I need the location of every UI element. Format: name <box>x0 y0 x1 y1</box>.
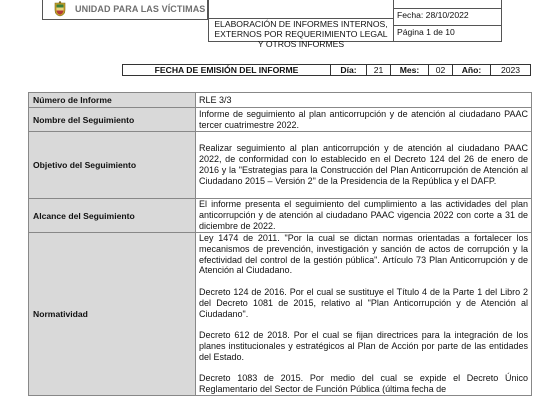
day-label: Día: <box>331 65 367 75</box>
emission-date-bar <box>122 64 531 76</box>
table-row-nombre <box>29 108 532 132</box>
year-value: 2023 <box>500 65 521 75</box>
norm-item-decreto-612: Decreto 612 de 2018. Por el cual se fijan directrices para la integración de los planes institucionales y estratégicos al Plan de Acción por parte de las entidades del Estado. <box>199 330 528 362</box>
year-label: Año: <box>453 65 491 75</box>
document-header <box>0 0 560 49</box>
table-row-normatividad <box>29 233 532 396</box>
table-row-objetivo <box>29 132 532 199</box>
nombre-label: Nombre del Seguimiento <box>29 108 196 132</box>
normatividad-label: Normatividad <box>29 233 196 396</box>
table-row-numero <box>29 93 532 108</box>
objetivo-value: Realizar seguimiento al plan anticorrupción y de atención al ciudadano PAAC 2022, de conformidad con lo establecido en el Decreto 124 del 26 de enero de 2016 y la "Estrategias para la Construcción del Plan Anticorrupción de Atención al Ciudadano 2015 – Versión 2" de la Presidencia de la República y el DAFP. <box>196 132 532 199</box>
emission-label: FECHA DE EMISIÓN DEL INFORME <box>123 65 331 75</box>
month-label: Mes: <box>391 65 429 75</box>
document-date: Fecha: 28/10/2022 <box>397 10 469 20</box>
numero-value: RLE 3/3 <box>196 93 532 108</box>
norm-item-decreto-1083: Decreto 1083 de 2015. Por medio del cual se expide el Decreto Único Reglamentario del Sector de Función Pública (última fecha de <box>199 373 528 395</box>
document-title-cell <box>208 0 394 49</box>
table-row-alcance <box>29 199 532 233</box>
month-value: 02 <box>429 65 453 75</box>
normatividad-value <box>196 233 532 396</box>
unit-name: UNIDAD PARA LAS VÍCTIMAS <box>75 3 206 14</box>
nombre-value: Informe de seguimiento al plan anticorrupción y de atención al ciudadano PAAC tercer cuatrimestre 2022. <box>196 108 532 132</box>
objetivo-label: Objetivo del Seguimiento <box>29 132 196 199</box>
logo-cell <box>42 0 208 20</box>
document-meta-cell <box>394 0 502 42</box>
document-title: ELABORACIÓN DE INFORMES INTERNOS, EXTERNOS POR REQUERIMIENTO LEGAL Y OTROS INFORMES <box>214 19 388 49</box>
day-value: 21 <box>367 65 391 75</box>
page-number: Página 1 de 10 <box>397 27 455 37</box>
coat-of-arms-icon <box>53 1 67 17</box>
alcance-label: Alcance del Seguimiento <box>29 199 196 233</box>
norm-item-ley-1474: Ley 1474 de 2011. "Por la cual se dictan normas orientadas a fortalecer los mecanismos de prevención, investigación y sanción de actos de corrupción y la efectividad del control de la gestión pública". Artículo 73 Plan Anticorrupción y de Atención al Ciudadano. <box>199 233 528 276</box>
norm-item-decreto-124: Decreto 124 de 2016. Por el cual se sustituye el Título 4 de la Parte 1 del Libro 2 del Decreto 1081 de 2015, relativo al "Plan Anticorrupción y de Atención al Ciudadano". <box>199 286 528 319</box>
alcance-value: El informe presenta el seguimiento del cumplimiento a las actividades del plan anticorrupción y de atención al ciudadano PAAC vigencia 2022 con corte a 31 de diciembre de 2022. <box>196 199 532 233</box>
report-info-table <box>28 92 532 396</box>
numero-label: Número de Informe <box>29 93 196 108</box>
